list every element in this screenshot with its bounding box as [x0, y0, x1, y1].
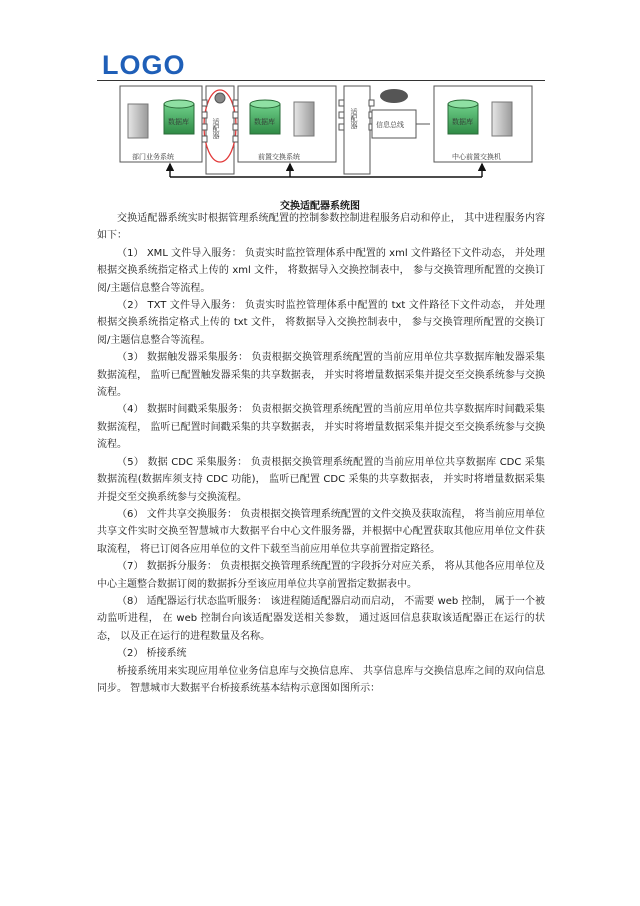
paragraph: （2） TXT 文件导入服务： 负责实时监控管理体系中配置的 txt 文件路径下文件动态， 并处理根据交换系统指定格式上传的 txt 文件， 将数据导入交换控制表中， 参与交换管理所配置的交换订阅/主题信息整合等流程。: [97, 300, 545, 346]
paragraph: （5） 数据 CDC 采集服务： 负责根据交换管理系统配置的当前应用单位共享数据库 CDC 采集数据流程(数据库须支持 CDC 功能)， 监听已配置 CDC 采集的共享数据表， 并实时将增量数据采集并提交至交换系统参与交换流程。: [97, 456, 545, 503]
center-machine-label: 中心前置交换机: [452, 153, 501, 161]
db-label-1: 数据库: [168, 118, 189, 126]
paragraph: （1） XML 文件导入服务： 负责实时监控管理体系中配置的 xml 文件路径下文件动态， 并处理根据交换系统指定格式上传的 xml 文件， 将数据导入交换控制表中， 参与交换管理所配置的交换订阅/主题信息整合等流程。: [97, 247, 545, 294]
paragraph: （8） 适配器运行状态监听服务： 该进程随适配器启动而启动， 不需要 web 控制， 属于一个被动监听进程， 在 web 控制台向该适配器发送相关参数， 通过返回信息获取该适配器正在运行的状态， 以及正在运行的进程数量及名称。: [97, 595, 545, 642]
server-icon: [128, 104, 148, 138]
adapter-box-2: [344, 86, 370, 174]
front-system-label: 前置交换系统: [258, 153, 300, 161]
adapter-label-2: 适配器: [350, 108, 358, 129]
adapter-system-diagram: [118, 84, 534, 184]
dept-system-label: 部门业务系统: [132, 153, 174, 161]
header-divider: [97, 80, 545, 81]
paragraph: （7） 数据拆分服务： 负责根据交换管理系统配置的字段拆分对应关系， 将从其他各应用单位及中心主题整合数据订阅的数据拆分至该应用单位共享前置指定数据表中。: [97, 561, 545, 590]
server-icon: [294, 102, 314, 136]
paragraph: （4） 数据时间戳采集服务： 负责根据交换管理系统配置的当前应用单位共享数据库时间戳采集数据流程， 监听已配置时间戳采集的共享数据表， 并实时将增量数据采集并提交至交换系统参与交换流程。: [97, 404, 545, 451]
paragraph: （3） 数据触发器采集服务： 负责根据交换管理系统配置的当前应用单位共享数据库触发器采集数据流程， 监听已配置触发器采集的共享数据表， 并实时将增量数据采集并提交至交换系统参与交换流程。: [97, 352, 545, 399]
bus-label: 信息总线: [376, 121, 404, 129]
database-icon: [448, 100, 478, 134]
server-icon: [492, 102, 512, 136]
adapter-label-1: 适配器: [212, 118, 220, 139]
database-icon: [250, 100, 280, 134]
paragraph: 交换适配器系统实时根据管理系统配置的控制参数控制进程服务启动和停止， 其中进程服务内容如下：: [97, 213, 545, 242]
body-text: [97, 210, 545, 697]
paragraph: （6） 文件共享交换服务： 负责根据交换管理系统配置的文件交换及获取流程， 将当前应用单位共享文件实时交换至智慧城市大数据平台中心文件服务器，并根据中心配置获取其他应用单位文件获取流程， 将已订阅各应用单位的文件下载至当前应用单位共享前置指定路径。: [97, 508, 545, 555]
logo: LOGO: [102, 50, 186, 80]
database-icon: [164, 100, 194, 134]
gear-icon: [215, 93, 225, 103]
cloud-icon: [380, 89, 408, 103]
paragraph: 桥接系统用来实现应用单位业务信息库与交换信息库、 共享信息库与交换信息库之间的双向信息同步。 智慧城市大数据平台桥接系统基本结构示意图如图所示：: [97, 665, 545, 694]
db-label-3: 数据库: [452, 118, 473, 126]
db-label-2: 数据库: [254, 118, 275, 126]
paragraph: （2） 桥接系统: [117, 648, 187, 660]
figure-caption: 交换适配器系统图: [280, 201, 360, 212]
